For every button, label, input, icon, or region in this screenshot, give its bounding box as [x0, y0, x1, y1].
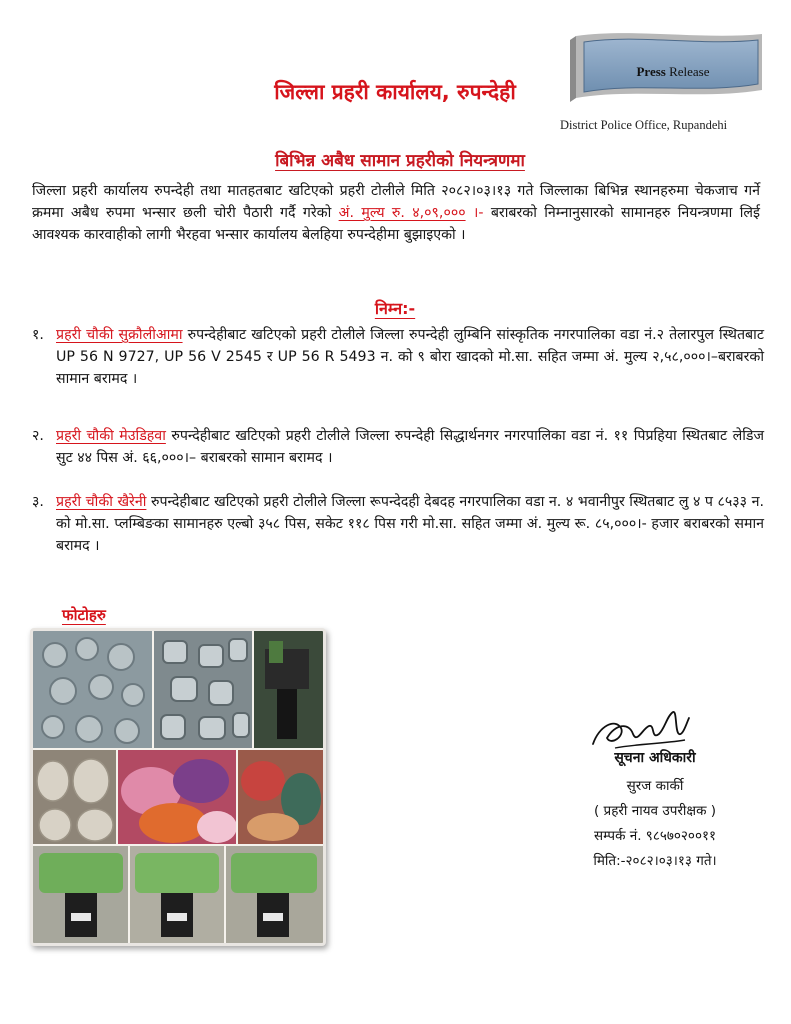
intro-part-2: बराबरको निम्नानुसारको सामानहरु नियन्त्रणमा लिई आवश्यक कारवाहीको लागी भैरहवा भन्सार कार्यालय बेलहिया रुपन्देहीमा बुझाइएको । — [32, 205, 760, 243]
item-number: ३. — [32, 494, 44, 510]
intro-part-1: जिल्ला प्रहरी कार्यालय रुपन्देही तथा मातहतबाट खटिएको प्रहरी टोलीले मिति २०८२।०३।१३ गते जिल्लाका बिभिन्न स्थानहरुमा चेकजाच गर्ने क्रममा अबैध रुपमा भन्सार छली चोरी पैठारी गर्दै गरेको — [32, 183, 760, 221]
police-post-name: प्रहरी चौकी मेउडिहवा — [56, 428, 166, 444]
police-post-name: प्रहरी चौकी सुक्रौलीआमा — [56, 327, 183, 343]
office-english-name: District Police Office, Rupandehi — [560, 118, 728, 132]
headline: बिभिन्न अबैध सामान प्रहरीको नियन्त्रणमा — [275, 151, 525, 171]
photos-heading: फोटोहरु — [62, 606, 106, 624]
item-number: १. — [32, 327, 44, 343]
press-word: Press — [636, 64, 666, 79]
press-release-label — [608, 64, 738, 80]
list-heading: निम्न:- — [374, 299, 416, 318]
police-post-name: प्रहरी चौकी खैरेनी — [56, 494, 147, 510]
release-word: Release — [665, 64, 710, 79]
item-text: रुपन्देहीबाट खटिएको प्रहरी टोलीले जिल्ला रुपन्देही लुम्बिनि सांस्कृतिक नगरपालिका वडा नं.२ तेलारपुल स्थितबाट UP 56 N 9727, UP 56 V 2545 र UP 56 R 5493 न. को ९ बोरा खादको मो.सा. सहित जम्मा अं. मुल्य २,५८,०००।–बराबरको सामान बरामद । — [56, 327, 764, 387]
item-text: रुपन्देहीबाट खटिएको प्रहरी टोलीले जिल्ला रुपन्देही सिद्धार्थनगर नगरपालिका वडा नं. ११ पिप्रहिया स्थितबाट लेडिज सुट ४४ पिस अं. ६६,०००।– बराबरको सामान बरामद । — [56, 428, 764, 466]
signatory-name: सुरज कार्की — [626, 778, 684, 794]
intro-amount: अं. मुल्य रु. ४,०९,००० — [338, 205, 466, 221]
signatory-title: सूचना अधिकारी — [614, 750, 696, 766]
office-title: जिल्ला प्रहरी कार्यालय, रुपन्देही — [274, 80, 516, 104]
photo-collage — [30, 628, 326, 946]
item-text: रुपन्देहीबाट खटिएको प्रहरी टोलीले जिल्ला रूपन्देदही देबदह नगरपालिका वडा न. ४ भवानीपुर स्थितबाट लु ४ प ८५३३ न. को मो.सा. प्लम्बिङका सामानहरु एल्बो ३५८ पिस, सकेट ११८ पिस गरी मो.सा. सहित जम्मा अं. मुल्य रू. ८५,०००।- हजार बराबरको समान बरामद । — [56, 494, 764, 554]
signatory-rank: ( प्रहरी नायव उपरीक्षक ) — [593, 803, 717, 819]
contact-number: सम्पर्क नं. ९८५७०२००११ — [593, 828, 717, 844]
intro-paragraph — [32, 180, 760, 246]
intro-amount-tail: ।- — [472, 205, 484, 221]
item-number: २. — [32, 428, 44, 444]
document-date: मिति:-२०८२।०३।१३ गते। — [593, 853, 717, 869]
